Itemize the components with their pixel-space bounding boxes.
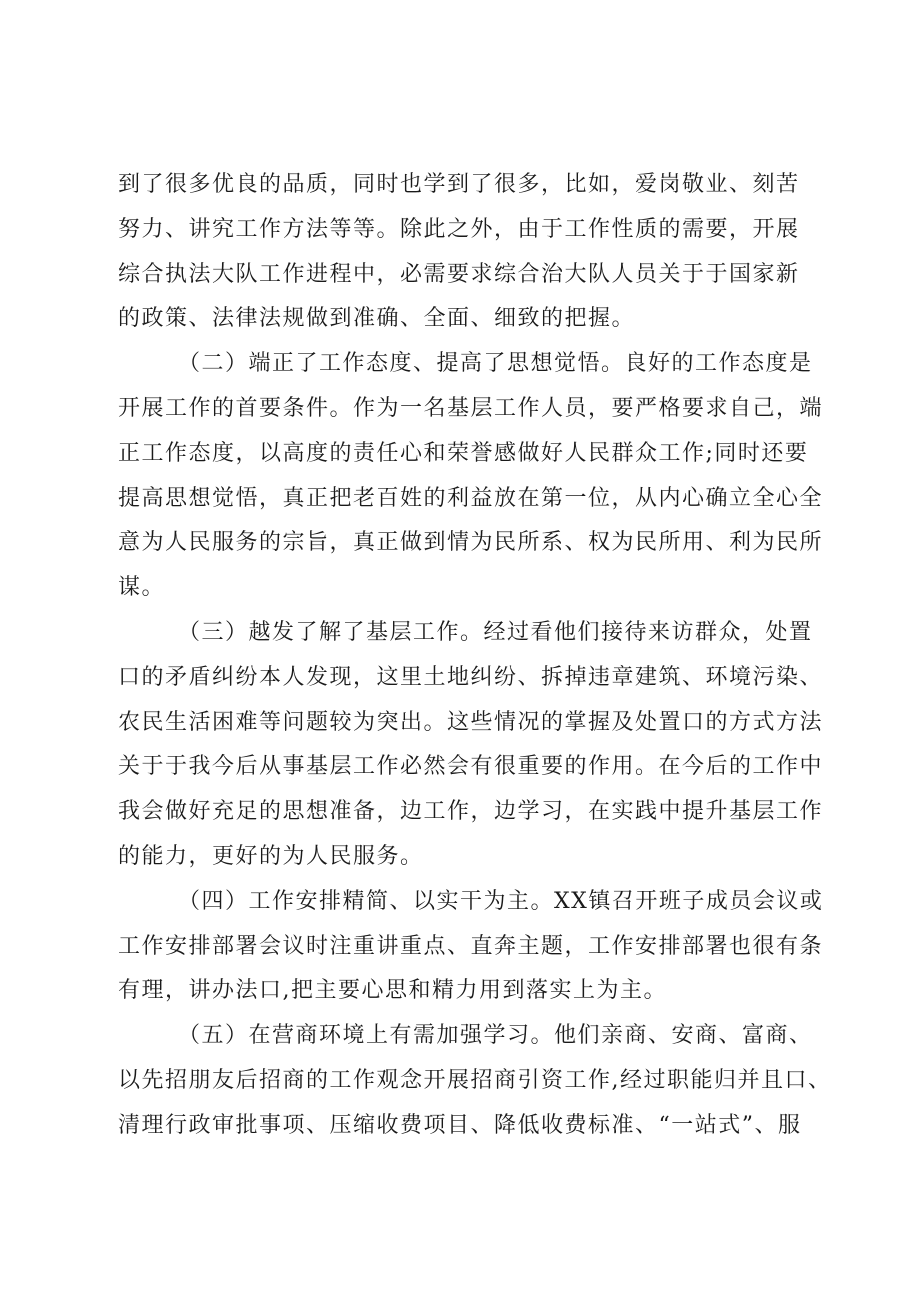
paragraph-grassroots	[118, 611, 824, 880]
text-line: 努力、讲究工作方法等等。除此之外，由于工作性质的需要，开展	[118, 216, 800, 242]
text-line: 的能力，更好的为人民服务。	[118, 843, 424, 869]
text-line: 我会做好充足的思想准备，边工作，边学习，在实践中提升基层工作	[118, 799, 824, 825]
text-line: 以先招朋友后招商的工作观念开展招商引资工作,经过职能归并且口、	[118, 1067, 832, 1093]
text-line-content: （五）在营商环境上有需加强学习。他们亲商、安商、富商、	[178, 1023, 813, 1049]
text-line-first	[118, 880, 824, 925]
text-line: 到了很多优良的品质，同时也学到了很多，比如，爱岗敬业、刻苦	[118, 172, 800, 197]
document-body	[118, 163, 832, 1149]
text-line: 农民生活困难等问题较为突出。这些情况的掌握及处置口的方式方法	[118, 709, 824, 735]
text-line-content: （三）越发了解了基层工作。经过看他们接待来访群众，处置	[178, 619, 813, 645]
text-line: 综合执法大队工作进程中，必需要求综合治大队人员关于于国家新	[118, 261, 800, 287]
text-line: 工作安排部署会议时注重讲重点、直奔主题，工作安排部署也很有条	[118, 933, 824, 959]
text-line: 有理，讲办法口,把主要心思和精力用到落实上为主。	[118, 978, 667, 1004]
text-line-first	[118, 342, 813, 387]
text-line: 谋。	[118, 575, 166, 601]
text-line-first	[118, 1014, 813, 1059]
text-line: 的政策、法律法规做到准确、全面、细致的把握。	[118, 306, 636, 332]
paragraph-continuation	[118, 163, 808, 342]
paragraph-business-environment	[118, 1014, 832, 1148]
text-line: 提高思想觉悟，真正把老百姓的利益放在第一位，从内心确立全心全	[118, 485, 824, 511]
text-line: 意为人民服务的宗旨，真正做到情为民所系、权为民所用、利为民所	[118, 530, 824, 556]
paragraph-attitude	[118, 342, 824, 611]
text-line: 口的矛盾纠纷本人发现，这里土地纠纷、拆掉违章建筑、环境污染、	[118, 664, 824, 690]
text-line: 清理行政审批事项、压缩收费项目、降低收费标准、“一站式”、服	[118, 1112, 802, 1138]
paragraph-work-arrangement	[118, 880, 824, 1014]
text-line-first	[118, 611, 813, 656]
text-line-content: （二）端正了工作态度、提高了思想觉悟。良好的工作态度是	[178, 351, 813, 377]
text-line: 开展工作的首要条件。作为一名基层工作人员，要严格要求自己，端	[118, 395, 824, 421]
text-line: 正工作态度，以高度的责任心和荣誉感做好人民群众工作;同时还要	[118, 440, 809, 466]
text-line-content: （四）工作安排精简、以实干为主。XX镇召开班子成员会议或	[178, 888, 824, 914]
text-line: 关于于我今后从事基层工作必然会有很重要的作用。在今后的工作中	[118, 754, 824, 780]
